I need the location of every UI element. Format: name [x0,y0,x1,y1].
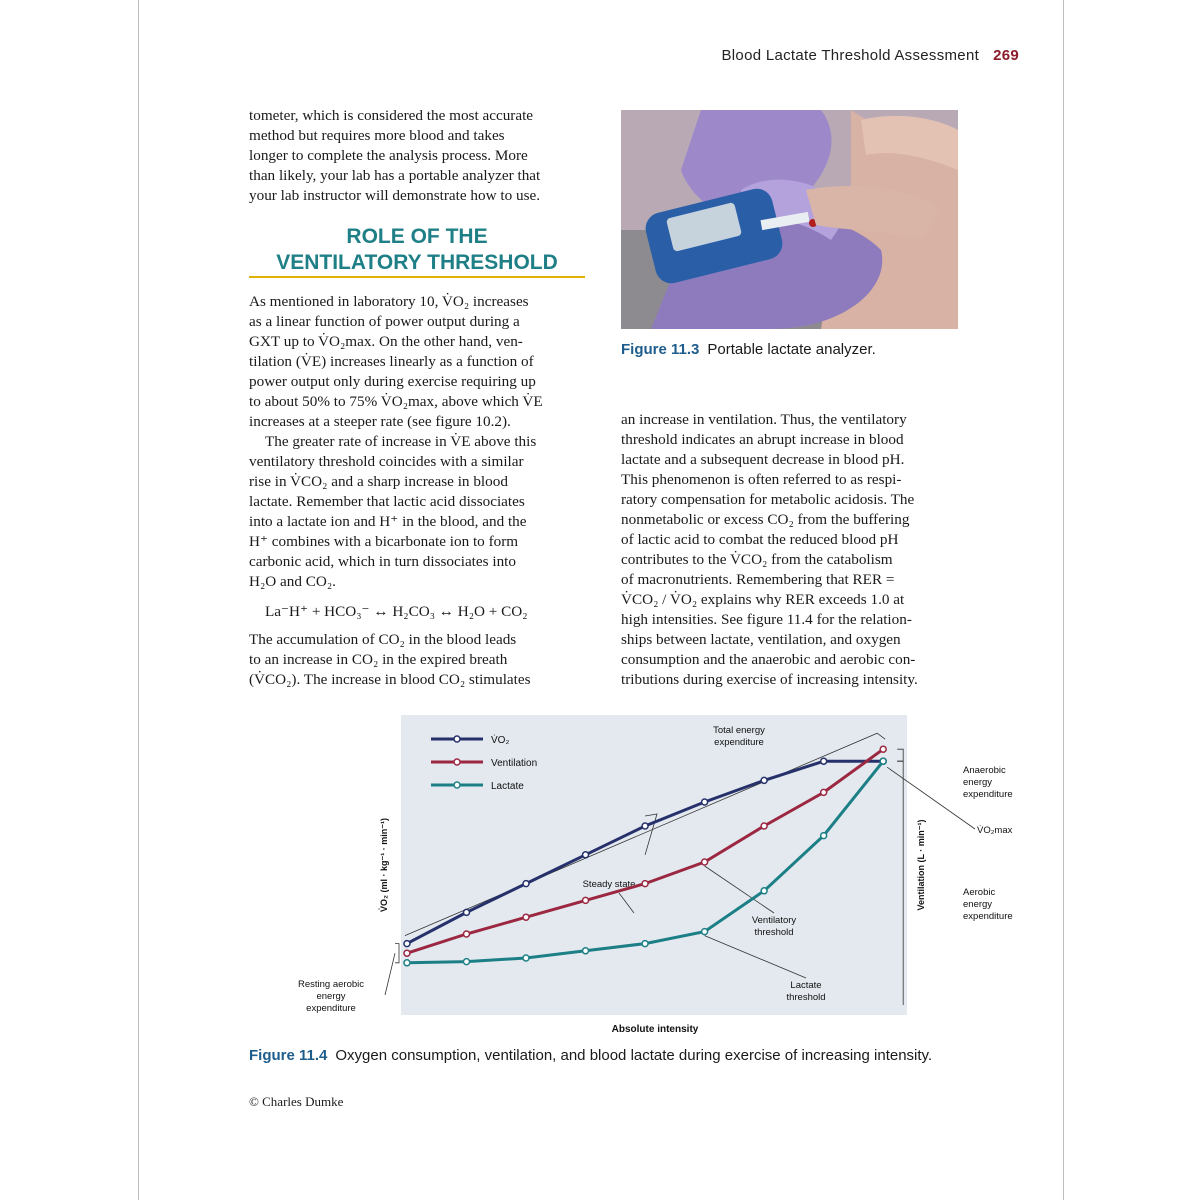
text-line: longer to complete the analysis process. More [249,147,528,164]
resting-leader [385,953,395,995]
text-line: as a linear function of power output during a [249,313,520,330]
figure-label: Figure 11.4 [249,1047,328,1064]
text-line: of lactic acid to combat the reduced blood pH [621,531,899,548]
text-line: V̇CO₂ / V̇O₂ explains why RER exceeds 1.0 at [621,591,905,608]
left-column-intro [249,106,585,206]
legend-marker [454,782,460,788]
text-line: contributes to the V̇CO₂ from the catabolism [621,551,893,568]
resting-bracket [395,944,399,963]
text-line: tributions during exercise of increasing intensity. [621,671,918,688]
text-line: This phenomenon is often referred to as respi- [621,471,902,488]
text-line: As mentioned in laboratory 10, V̇O₂ increases [249,293,529,310]
figure-11-3-caption [621,340,958,360]
running-header [721,47,1019,64]
figure-caption-text: Oxygen consumption, ventilation, and blood lactate during exercise of increasing intensity. [335,1047,933,1064]
figure-11-4-chart [259,705,1013,1040]
data-point [583,897,589,903]
text-line: ratory compensation for metabolic acidosis. The [621,491,915,508]
data-point [463,931,469,937]
figure-11-4-caption [249,1046,959,1066]
legend-label: V̇O₂ [491,735,510,746]
legend-label: Lactate [491,781,524,792]
text-line: The greater rate of increase in V̇E above this [265,433,537,450]
y-axis-label-right: Ventilation (L · min⁻¹) [916,819,926,911]
heading-line: VENTILATORY THRESHOLD [276,251,558,274]
legend-marker [454,736,460,742]
data-point [404,960,410,966]
text-line: tilation (V̇E) increases linearly as a function of [249,353,534,370]
x-axis-label: Absolute intensity [611,1024,699,1035]
text-line: rise in V̇CO₂ and a sharp increase in blood [249,473,508,490]
data-point [583,948,589,954]
page-number: 269 [993,47,1019,64]
text-line: carbonic acid, which in turn dissociates into [249,553,516,570]
text-line: of macronutrients. Remembering that RER = [621,571,895,588]
data-point [523,881,529,887]
data-point [463,959,469,965]
data-point [702,799,708,805]
annotation-total-energy: Total energy expenditure [713,725,765,748]
data-point [523,955,529,961]
data-point [761,777,767,783]
text-line: tometer, which is considered the most accurate [249,107,534,124]
text-line: H₂O and CO₂. [249,573,336,590]
annotation-ventilatory-threshold: Ventilatory threshold [751,915,797,938]
legend-label: Ventilation [491,758,538,769]
figure-label: Figure 11.3 [621,341,700,358]
text-line: your lab instructor will demonstrate how to use. [249,187,541,204]
text-line: increases at a steeper rate (see figure 10.2). [249,413,511,430]
annotation-anaerobic: Anaerobic energy expenditure [963,765,1013,800]
data-point [404,941,410,947]
text-line: threshold indicates an abrupt increase in blood [621,431,904,448]
annotation-resting: Resting aerobic energy expenditure [297,979,365,1014]
text-line: GXT up to V̇O₂max. On the other hand, ven- [249,333,523,350]
text-line: lactate. Remember that lactic acid dissociates [249,493,525,510]
y-axis-label-left: V̇O₂ (ml · kg⁻¹ · min⁻¹) [379,818,389,912]
left-column-end [249,630,585,690]
text-line: H⁺ combines with a bicarbonate ion to form [249,533,519,550]
right-column-body [621,410,958,690]
photo-illustration [621,110,958,329]
left-column-body [249,292,585,592]
figure-credit: © Charles Dumke [249,1094,344,1109]
figure-caption-text: Portable lactate analyzer. [707,341,876,358]
data-point [761,888,767,894]
heading-line: ROLE OF THE [346,225,488,248]
text-line: high intensities. See figure 11.4 for the relation- [621,611,912,628]
book-page [138,0,1064,1200]
annotation-vo2max: V̇O₂max [977,825,1013,836]
data-point [523,914,529,920]
data-point [642,823,648,829]
text-line: method but requires more blood and takes [249,127,505,144]
data-point [880,758,886,764]
data-point [880,746,886,752]
text-line: to an increase in CO₂ in the expired breath [249,651,508,668]
text-line: to about 50% to 75% V̇O₂max, above which V̇E [249,393,543,410]
legend-marker [454,759,460,765]
text-line: The accumulation of CO₂ in the blood leads [249,631,517,648]
text-line: into a lactate ion and H⁺ in the blood, and the [249,513,527,530]
section-heading [249,224,585,276]
text-line: consumption and the anaerobic and aerobic con- [621,651,916,668]
text-line: than likely, your lab has a portable analyzer that [249,167,541,184]
data-point [642,881,648,887]
text-line: power output only during exercise requiring up [249,373,536,390]
heading-rule [249,276,585,278]
header-title: Blood Lactate Threshold Assessment [721,47,980,64]
text-line: lactate and a subsequent decrease in blood pH. [621,451,905,468]
data-point [642,941,648,947]
data-point [583,852,589,858]
annotation-aerobic: Aerobic energy expenditure [963,887,1013,922]
data-point [821,833,827,839]
text-line: ventilatory threshold coincides with a similar [249,453,524,470]
equation: La⁻H⁺ + HCO₃⁻ ↔ H₂CO₃ ↔ H₂O + CO₂ [265,603,528,620]
annotation-lactate-threshold: Lactate threshold [786,980,826,1003]
data-point [702,929,708,935]
lactate-analyzer-photo [621,110,958,329]
text-line: an increase in ventilation. Thus, the ventilatory [621,411,907,428]
text-line: ships between lactate, ventilation, and oxygen [621,631,901,648]
text-line: (V̇CO₂). The increase in blood CO₂ stimulates [249,671,531,688]
data-point [761,823,767,829]
data-point [463,909,469,915]
data-point [404,950,410,956]
data-point [821,758,827,764]
data-point [702,859,708,865]
text-line: nonmetabolic or excess CO₂ from the buffering [621,511,910,528]
data-point [821,789,827,795]
annotation-steady-state: Steady state [582,879,636,890]
